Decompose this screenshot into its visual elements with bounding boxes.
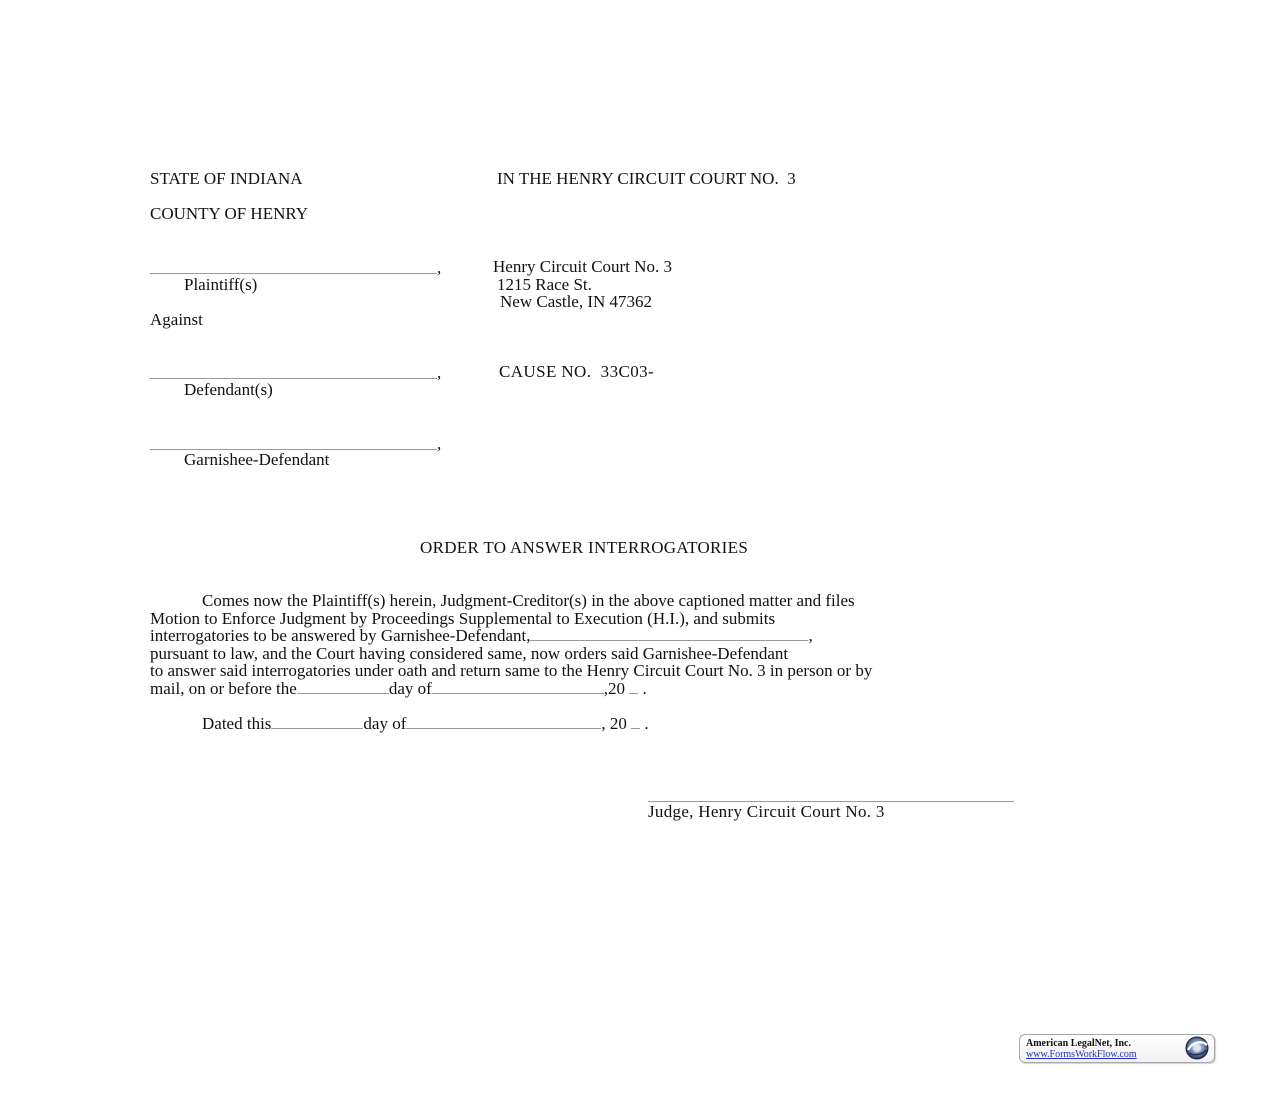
county-heading: COUNTY OF HENRY (150, 204, 309, 223)
logo-company-name: American LegalNet, Inc. (1026, 1038, 1131, 1049)
garnishee-label: Garnishee-Defendant (184, 450, 330, 469)
judge-signature-label: Judge, Henry Circuit Court No. 3 (648, 802, 885, 821)
order-line-6-end: . (638, 678, 647, 698)
order-line-6-text: mail, on or before the (150, 678, 297, 698)
order-line-3-text: interrogatories to be answered by Garnishee-Defendant, (150, 626, 531, 646)
order-line-2: Motion to Enforce Judgment by Proceedings Supplemental to Execution (H.I.), and submits (150, 608, 776, 628)
footer-logo[interactable] (1019, 1034, 1215, 1063)
order-line-3-comma: , (808, 626, 813, 646)
order-line-1: Comes now the Plaintiff(s) herein, Judgment-Creditor(s) in the above captioned matter and files (202, 591, 855, 610)
dated-year-blank[interactable] (631, 715, 640, 729)
plaintiff-name-blank[interactable] (150, 273, 437, 274)
order-line-6-year: ,20 (603, 678, 626, 698)
order-line-6 (150, 680, 1150, 698)
garnishee-name-inline-blank[interactable] (530, 627, 808, 641)
answer-day-blank[interactable] (297, 680, 389, 694)
dated-year: , 20 (601, 714, 627, 733)
answer-month-blank[interactable] (432, 680, 604, 694)
dated-month-blank[interactable] (406, 715, 601, 729)
dated-end: . (640, 714, 649, 733)
state-heading: STATE OF INDIANA (150, 169, 303, 188)
court-address-city: New Castle, IN 47362 (500, 292, 653, 311)
order-line-3 (150, 627, 1150, 645)
answer-year-blank[interactable] (629, 680, 638, 694)
dated-dayof: day of (363, 714, 407, 733)
order-body (150, 592, 1150, 698)
defendant-comma: , (437, 363, 442, 382)
defendant-label: Defendant(s) (184, 380, 273, 399)
court-address-name: Henry Circuit Court No. 3 (493, 257, 672, 276)
order-title: ORDER TO ANSWER INTERROGATORIES (420, 538, 749, 557)
defendant-name-blank[interactable] (150, 378, 437, 379)
plaintiff-comma: , (437, 258, 442, 277)
plaintiff-label: Plaintiff(s) (184, 275, 258, 294)
dated-text: Dated this (202, 714, 272, 733)
logo-url-link[interactable]: www.FormsWorkFlow.com (1026, 1049, 1137, 1060)
garnishee-comma: , (437, 434, 442, 453)
globe-logo-icon (1184, 1036, 1210, 1060)
order-line-6-dayof: day of (388, 678, 432, 698)
against-label: Against (150, 310, 203, 329)
court-address-street: 1215 Race St. (497, 275, 592, 294)
order-line-4: pursuant to law, and the Court having considered same, now orders said Garnishee-Defendant (150, 643, 789, 663)
order-line-5: to answer said interrogatories under oath and return same to the Henry Circuit Court No. 3 in person or by (150, 661, 873, 681)
dated-line (202, 715, 649, 733)
court-heading: IN THE HENRY CIRCUIT COURT NO. 3 (497, 169, 796, 188)
cause-number: CAUSE NO. 33C03- (499, 362, 655, 381)
dated-day-blank[interactable] (271, 715, 363, 729)
